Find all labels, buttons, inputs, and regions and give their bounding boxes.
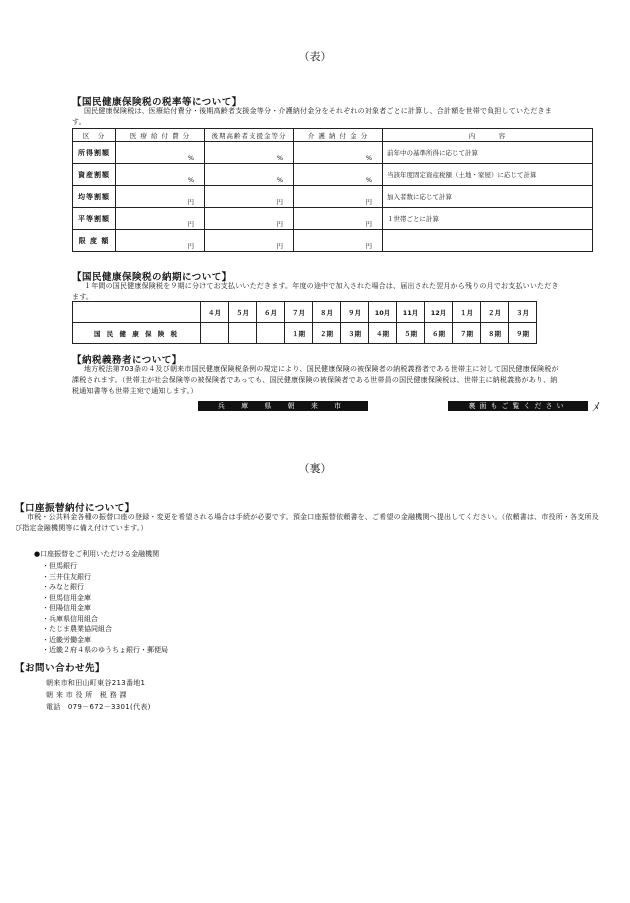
front-heading: （表）: [298, 50, 332, 63]
issuer-bar: 兵 庫 県 朝 来 市: [198, 401, 368, 411]
payment-title: 【国民健康保険税の納期について】: [72, 272, 232, 283]
month-cell: ５月: [229, 302, 257, 323]
contact-address: 朝来市和田山町東谷213番地1: [46, 679, 146, 687]
contact-office: 朝 来 市 役 所 税 務 課: [46, 691, 127, 699]
handwritten-mark: ﾒ: [592, 400, 599, 414]
tax-rate-table: [72, 128, 593, 252]
month-cell: ６月: [257, 302, 285, 323]
period-cell: ３期: [341, 323, 369, 344]
period-cell: ６期: [425, 323, 453, 344]
table-row: [73, 164, 593, 186]
month-cell: ８月: [313, 302, 341, 323]
cell-content: 加入者数に応じて計算: [383, 186, 593, 208]
bank-list: [42, 561, 168, 656]
cell-care: 円: [294, 208, 383, 230]
month-cell: ２月: [481, 302, 509, 323]
month-cell: １月: [453, 302, 481, 323]
col-header-care: 介 護 納 付 金 分: [294, 129, 383, 142]
see-back-bar: 裏面もご覧ください: [448, 401, 588, 411]
contact-phone: 電話 079－672－3301(代表): [46, 703, 151, 711]
month-cell: 10月: [369, 302, 397, 323]
month-cell: 11月: [397, 302, 425, 323]
schedule-row-label: 国 民 健 康 保 険 税: [73, 323, 201, 344]
cell-medical: %: [116, 142, 205, 164]
schedule-month-row: [73, 302, 537, 323]
table-row: [73, 208, 593, 230]
list-item: ・但馬銀行: [42, 562, 77, 570]
list-item: ・近畿２府４県のゆうちょ銀行・郵便局: [42, 646, 168, 654]
col-header-category: 区 分: [73, 129, 116, 142]
cell-medical: 円: [116, 208, 205, 230]
payment-schedule-table: [72, 301, 537, 344]
list-item: ・但馬信用金庫: [42, 593, 91, 602]
contact-title: 【お問い合わせ先】: [15, 663, 106, 674]
row-label: 均等割額: [73, 186, 116, 208]
account-transfer-text: 市税・公共料金各種の振替口座の登録・変更を希望される場合は手続が必要です。預金口座振替依頼書を、ご希望の金融機関へ提出してください。（依頼書は、市役所・各支所及び指定金融機関等に備え付けています。）: [15, 513, 599, 532]
period-cell: ７期: [453, 323, 481, 344]
cell-care: 円: [294, 186, 383, 208]
schedule-period-row: [73, 323, 537, 344]
contact-block: [46, 677, 151, 713]
cell-content: 当該年度固定資産税額（土地・家屋）に応じて計算: [383, 164, 593, 186]
schedule-corner: [73, 302, 201, 323]
month-cell: ７月: [285, 302, 313, 323]
period-cell: １期: [285, 323, 313, 344]
period-cell: ８期: [481, 323, 509, 344]
period-cell: [257, 323, 285, 344]
cell-content: １世帯ごとに計算: [383, 208, 593, 230]
period-cell: [201, 323, 229, 344]
tax-rate-header-row: [73, 129, 593, 142]
col-header-medical: 医 療 給 付 費 分: [116, 129, 205, 142]
row-label: 限 度 額: [73, 230, 116, 252]
cell-content: 前年中の基準所得に応じて計算: [383, 142, 593, 164]
back-heading: （裏）: [298, 462, 332, 475]
cell-medical: 円: [116, 186, 205, 208]
cell-care: 円: [294, 230, 383, 252]
table-row: [73, 186, 593, 208]
account-transfer-title: 【口座振替納付について】: [15, 503, 135, 514]
table-row: [73, 142, 593, 164]
cell-care: %: [294, 142, 383, 164]
period-cell: ５期: [397, 323, 425, 344]
month-cell: ９月: [341, 302, 369, 323]
list-item: ・但陽信用金庫: [42, 604, 91, 612]
col-header-support: 後期高齢者支援金等分: [205, 129, 294, 142]
obligor-title: 【納税義務者について】: [72, 355, 182, 366]
cell-support: %: [205, 164, 294, 186]
period-cell: ９期: [509, 323, 537, 344]
period-cell: ２期: [313, 323, 341, 344]
list-item: ・三井住友銀行: [42, 572, 91, 581]
list-item: ・たじま農業協同組合: [42, 625, 112, 633]
cell-medical: 円: [116, 230, 205, 252]
cell-care: %: [294, 164, 383, 186]
period-cell: ４期: [369, 323, 397, 344]
list-item: ・みなと銀行: [42, 583, 84, 591]
list-item: ・近畿労働金庫: [42, 635, 91, 644]
cell-medical: %: [116, 164, 205, 186]
cell-support: 円: [205, 186, 294, 208]
cell-content: [383, 230, 593, 252]
row-label: 資産割額: [73, 164, 116, 186]
row-label: 所得割額: [73, 142, 116, 164]
payment-text: １年間の国民健康保険税を９期に分けてお支払いいただきます。年度の途中で加入された場合は、届出された翌月から残りの月でお支払いいただきます。: [72, 282, 559, 301]
table-row: [73, 230, 593, 252]
tax-rate-intro: 国民健康保険税は、医療給付費分・後期高齢者支援金等分・介護納付金分をそれぞれの対象者ごとに計算し、合計額を世帯で負担していただきます。: [72, 107, 552, 126]
banks-heading: ●口座振替をご利用いただける金融機関: [34, 550, 160, 558]
row-label: 平等割額: [73, 208, 116, 230]
list-item: ・兵庫県信用組合: [42, 614, 98, 623]
tax-rate-title: 【国民健康保険税の税率等について】: [72, 97, 242, 108]
obligor-text: 地方税法第703条の４及び朝来市国民健康保険税条例の規定により、国民健康保険の被保険者の納税義務者である世帯主に対して国民健康保険税が課税されます。（世帯主が社会保険等の被保険者であっても、国民健康保険の被保険者である世帯員の国民健康保険税は、世帯主に納税義務があり、納税通知書等も世帯主宛で通知します。）: [72, 365, 559, 395]
month-cell: 12月: [425, 302, 453, 323]
col-header-content: 内 容: [383, 129, 593, 142]
cell-support: %: [205, 142, 294, 164]
month-cell: ３月: [509, 302, 537, 323]
cell-support: 円: [205, 230, 294, 252]
cell-support: 円: [205, 208, 294, 230]
period-cell: [229, 323, 257, 344]
month-cell: ４月: [201, 302, 229, 323]
